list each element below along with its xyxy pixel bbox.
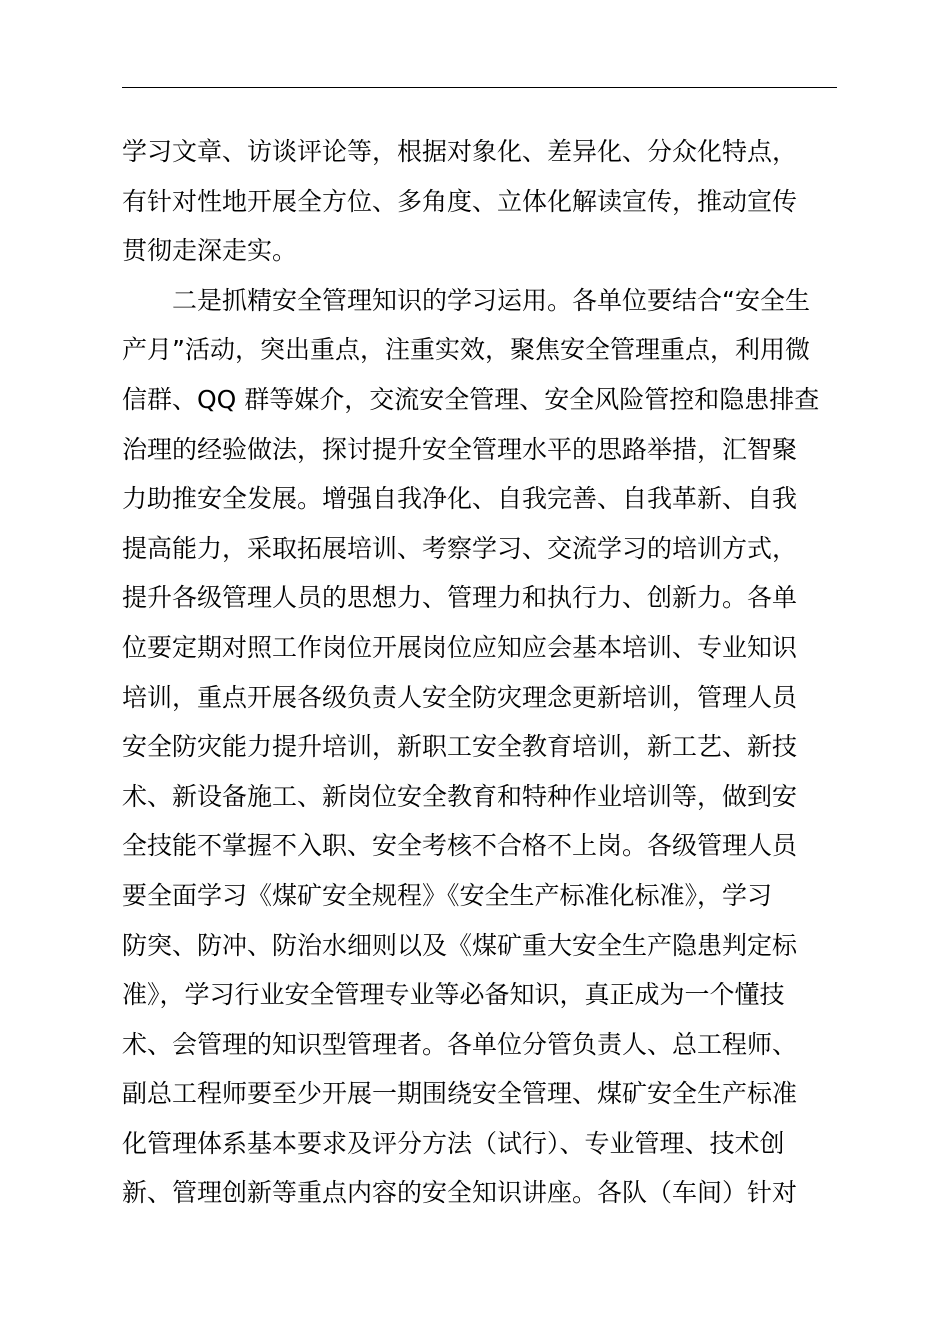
text-line: 副总工程师要至少开展一期围绕安全管理、煤矿安全生产标准 [122, 1079, 798, 1109]
text-line: 新、管理创新等重点内容的安全知识讲座。各队（车间）针对 [122, 1178, 798, 1208]
text-line: 力助推安全发展。增强自我净化、自我完善、自我革新、自我 [122, 484, 798, 514]
text-line: 治理的经验做法，探讨提升安全管理水平的思路举措，汇智聚 [122, 434, 798, 464]
text-line: 产月”活动，突出重点，注重实效，聚焦安全管理重点，利用微 [122, 335, 810, 365]
body-text [122, 127, 842, 1218]
text-line: 化管理体系基本要求及评分方法（试行）、专业管理、技术创 [122, 1128, 785, 1158]
header-rule [122, 87, 837, 88]
text-line: 提高能力，采取拓展培训、考察学习、交流学习的培训方式， [122, 533, 798, 563]
text-line: 全技能不掌握不入职、安全考核不合格不上岗。各级管理人员 [122, 831, 798, 861]
text-line: 有针对性地开展全方位、多角度、立体化解读宣传，推动宣传 [122, 186, 798, 216]
text-line: 准》，学习行业安全管理专业等必备知识，真正成为一个懂技 [122, 980, 785, 1010]
text-line: 安全防灾能力提升培训，新职工安全教育培训，新工艺、新技 [122, 732, 798, 762]
paragraph-first-line: 二是抓精安全管理知识的学习运用。各单位要结合“安全生 [172, 285, 810, 315]
text-line: 防突、防冲、防治水细则以及《煤矿重大安全生产隐患判定标 [122, 930, 798, 960]
text-line: 术、新设备施工、新岗位安全教育和特种作业培训等，做到安 [122, 781, 798, 811]
text-line: 培训，重点开展各级负责人安全防灾理念更新培训，管理人员 [122, 682, 798, 712]
text-line: 信群、QQ 群等媒介，交流安全管理、安全风险管控和隐患排查 [122, 384, 820, 414]
text-line: 贯彻走深走实。 [122, 236, 298, 266]
text-line: 要全面学习《煤矿安全规程》《安全生产标准化标准》，学习 [122, 880, 773, 910]
text-line: 术、会管理的知识型管理者。各单位分管负责人、总工程师、 [122, 1029, 798, 1059]
text-line: 位要定期对照工作岗位开展岗位应知应会基本培训、专业知识 [122, 632, 798, 662]
text-line: 提升各级管理人员的思想力、管理力和执行力、创新力。各单 [122, 583, 798, 613]
text-line: 学习文章、访谈评论等，根据对象化、差异化、分众化特点， [122, 137, 798, 166]
